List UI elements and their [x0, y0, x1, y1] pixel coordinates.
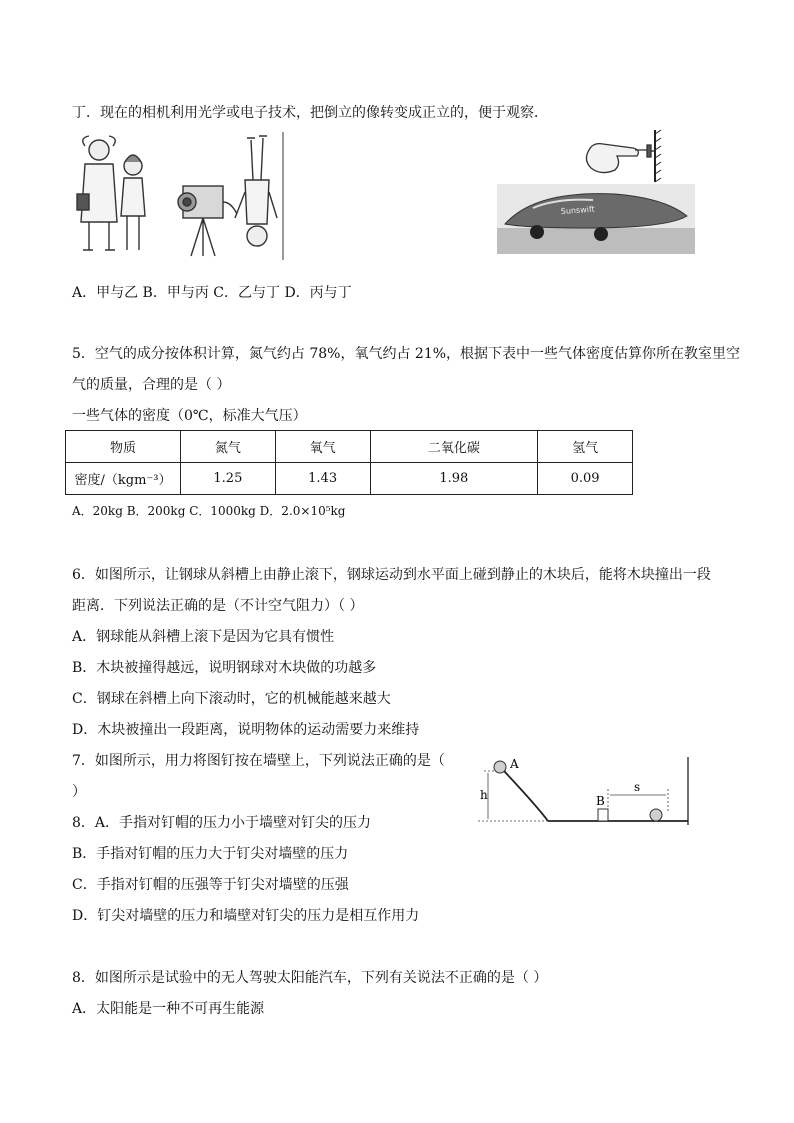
q5-stem-line-1: 5．空气的成分按体积计算，氮气约占 78%，氧气约占 21%，根据下表中一些气体密度估算你所在教室里空: [72, 346, 741, 362]
table-cell: 1.98: [370, 463, 538, 495]
q6-stem-line-1: 6．如图所示，让钢球从斜槽上由静止滚下，钢球运动到水平面上碰到静止的木块后，能将木块撞出一段: [72, 567, 711, 583]
q5-stem-line-2: 气的质量，合理的是（ ）: [72, 377, 231, 393]
table-header-cell: 氧气: [275, 431, 370, 463]
label-s: s: [634, 780, 641, 794]
girl-figure: [121, 155, 145, 250]
old-man-figure: [77, 136, 117, 250]
label-b: B: [596, 794, 605, 808]
label-h: h: [480, 788, 488, 802]
table-row: [66, 463, 633, 495]
table-header-cell: 氮气: [181, 431, 276, 463]
upside-down-person-figure: [235, 136, 277, 246]
q8-stem: 8．如图所示是试验中的无人驾驶太阳能汽车，下列有关说法不正确的是（ ）: [72, 970, 548, 986]
q4-line-d: 丁．现在的相机利用光学或电子技术，把倒立的像转变成正立的，便于观察．: [72, 105, 548, 121]
table-cell: 0.09: [538, 463, 633, 495]
q5-table-caption: 一些气体的密度（0℃，标准大气压）: [72, 408, 307, 424]
q7-option-b: B．手指对钉帽的压力大于钉尖对墙壁的压力: [72, 846, 349, 862]
solar-car-photo: [497, 184, 695, 254]
table-header-row: [66, 431, 633, 463]
table-header-cell: 二氧化碳: [370, 431, 538, 463]
wall-icon: [655, 130, 661, 182]
label-a: A: [510, 757, 519, 771]
table-cell: 1.25: [181, 463, 276, 495]
q5-options: A．20kg B．200kg C．1000kg D．2.0×10⁵kg: [72, 504, 346, 518]
q4-options: A．甲与乙 B．甲与丙 C．乙与丁 D．丙与丁: [72, 285, 352, 301]
q7-option-c: C．手指对钉帽的压强等于钉尖对墙壁的压强: [72, 877, 349, 893]
car-logo: Sunswift: [560, 204, 596, 216]
thumbtack-and-solar-car-figure: [497, 128, 697, 256]
q6-option-a: A．钢球能从斜槽上滚下是因为它具有惯性: [72, 629, 335, 645]
camera-figure: [178, 186, 237, 256]
q6-option-c: C．钢球在斜槽上向下滚动时，它的机械能越来越大: [72, 691, 391, 707]
q7-option-a: 8．A．手指对钉帽的压力小于墙壁对钉尖的压力: [72, 815, 372, 831]
q6-option-d: D．木块被撞出一段距离，说明物体的运动需要力来维持: [72, 722, 420, 738]
q6-option-b: B．木块被撞得越远，说明钢球对木块做的功越多: [72, 660, 377, 676]
table-header-cell: 氢气: [538, 431, 633, 463]
q7-stem-line-1: 7．如图所示，用力将图钉按在墙壁上，下列说法正确的是（: [72, 753, 445, 769]
q6-stem-line-2: 距离．下列说法正确的是（不计空气阻力）（ ）: [72, 598, 364, 614]
q8-option-a: A．太阳能是一种不可再生能源: [72, 1001, 265, 1017]
q7-option-d: D．钉尖对墙壁的压力和墙壁对钉尖的压力是相互作用力: [72, 908, 420, 924]
ramp-experiment-figure: [474, 755, 692, 829]
gas-density-table: [65, 430, 633, 495]
hand-pushing-pin-icon: [586, 144, 655, 173]
table-header-cell: 物质: [66, 431, 181, 463]
table-cell: 1.43: [275, 463, 370, 495]
camera-illustration: [75, 132, 290, 262]
table-row-label: 密度/（kgm⁻³）: [66, 463, 181, 495]
q7-stem-line-2: ）: [72, 784, 86, 800]
